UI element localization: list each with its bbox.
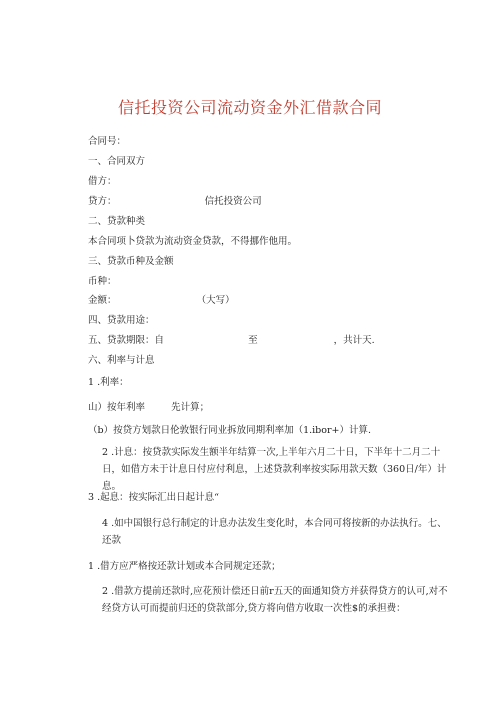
- amount-line: [88, 295, 235, 307]
- section-loan-type-heading: 二、贷款种类: [88, 216, 146, 227]
- loan-term-total: ，共计天.: [333, 335, 375, 346]
- method-change-paragraph: 4 .如中国银行总行制定的计息办法发生变化时，本合同可将按新的办法执行。七、还款: [102, 518, 447, 546]
- interest-rate-a: [88, 402, 209, 414]
- loan-term-label: 五、贷款期限：自: [88, 335, 165, 346]
- section-interest-heading: 六、利率与计息: [88, 355, 155, 366]
- contract-number-line: 合同号：: [88, 136, 127, 147]
- loan-term-line: [88, 335, 375, 347]
- rate-a-label: 山）按年利率: [88, 402, 146, 413]
- interest-calc-paragraph: 2 .计息：按贷款实际发生额半年结算一次,上半年六月二十日，下半年十二月二十日，如借方未于计息日付应付利息，上述贷款利率按实际用款天数（360日/年）计息。: [102, 447, 447, 492]
- lender-line: [88, 196, 262, 208]
- rate-a-calc: 先计算；: [171, 402, 210, 413]
- borrower-line: 借方：: [88, 176, 117, 187]
- repayment-item-2: 2 .借款方提前还款时,应花预计偿还日前r五天的面通知贷方并获得贷方的认可,对不经贷方认可而提前归还的贷款部分,贷方将向借方收取一次性$的承担费：: [102, 586, 448, 614]
- section-parties-heading: 一、合同双方: [88, 156, 146, 167]
- repayment-item-1: 1 .借方应严格按还款计划或本合同规定还款；: [88, 561, 281, 572]
- loan-type-text: 本合同项卜贷款为流动资金贷款，不得挪作他用。: [88, 236, 298, 247]
- amount-note: （大写）: [196, 295, 235, 306]
- lender-label: 贷方：: [88, 196, 117, 207]
- page-title: 信托投资公司流动资金外汇借款合同: [117, 98, 382, 117]
- currency-line: 币种：: [88, 276, 117, 287]
- section-purpose-heading: 四、贷款用途：: [88, 315, 155, 326]
- lender-value: 信托投资公司: [204, 196, 262, 207]
- interest-rate-item: 1 .利率：: [88, 377, 129, 388]
- amount-label: 金额：: [88, 295, 117, 306]
- loan-term-to: 至: [248, 335, 258, 346]
- value-date-item: 3 .起息：按实际汇出日起计息“: [88, 492, 219, 503]
- interest-rate-b: （b）按贷方划款日伦敦银行同业拆放同期利率加（1.ibor+）计算.: [88, 425, 372, 436]
- section-currency-heading: 三、贷款币种及金额: [88, 256, 174, 267]
